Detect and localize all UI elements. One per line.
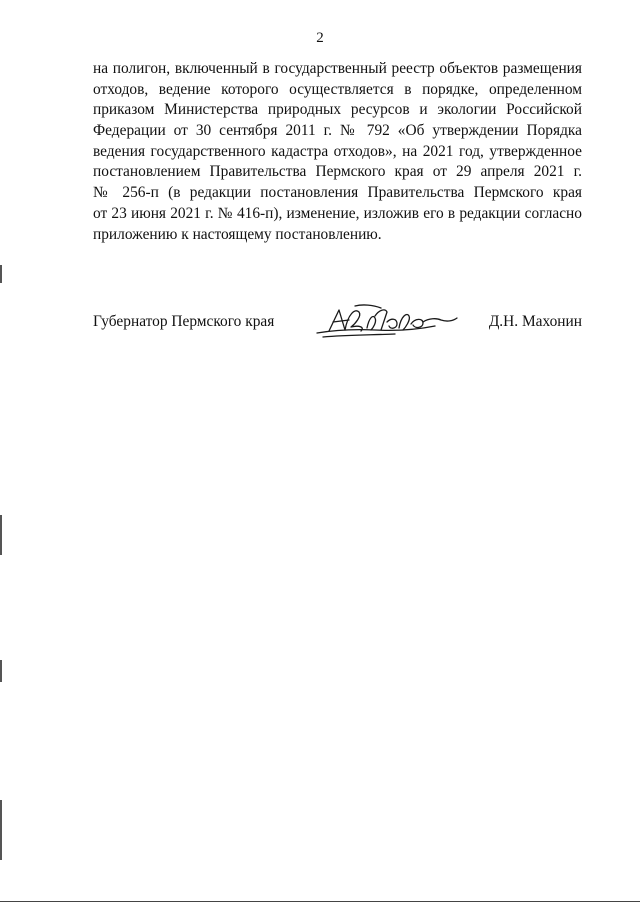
- bottom-rule: [0, 901, 640, 902]
- body-line: отходов, ведение которого осуществляется в порядке, определенном: [93, 80, 582, 98]
- margin-mark: [0, 800, 2, 860]
- body-line: на полигон, включенный в государственный реестр объектов размещения: [93, 60, 582, 77]
- body-line: приказом Министерства природных ресурсов и экологии Российской: [93, 101, 582, 119]
- body-line: приложению к настоящему постановлению.: [93, 225, 382, 243]
- body-line: Федерации от 30 сентября 2011 г. № 792 «Об утверждении Порядка: [93, 122, 582, 140]
- margin-mark: [0, 265, 2, 283]
- body-line: ведения государственного кадастра отходов», на 2021 год, утвержденное: [93, 142, 582, 160]
- handwritten-signature: [315, 300, 465, 345]
- body-line: № 256-п (в редакции постановления Правительства Пермского края: [93, 184, 582, 202]
- margin-mark: [0, 515, 2, 555]
- body-line: от 23 июня 2021 г. № 416-п), изменение, изложив его в редакции согласно: [93, 204, 582, 222]
- signatory-position: Губернатор Пермского края: [93, 313, 275, 330]
- page-number: 2: [316, 30, 324, 46]
- margin-mark: [0, 660, 2, 682]
- signature-block: [93, 300, 582, 360]
- signatory-name: Д.Н. Махонин: [488, 313, 582, 330]
- body-line: постановлением Правительства Пермского края от 29 апреля 2021 г.: [93, 163, 582, 181]
- body-text: [93, 59, 582, 245]
